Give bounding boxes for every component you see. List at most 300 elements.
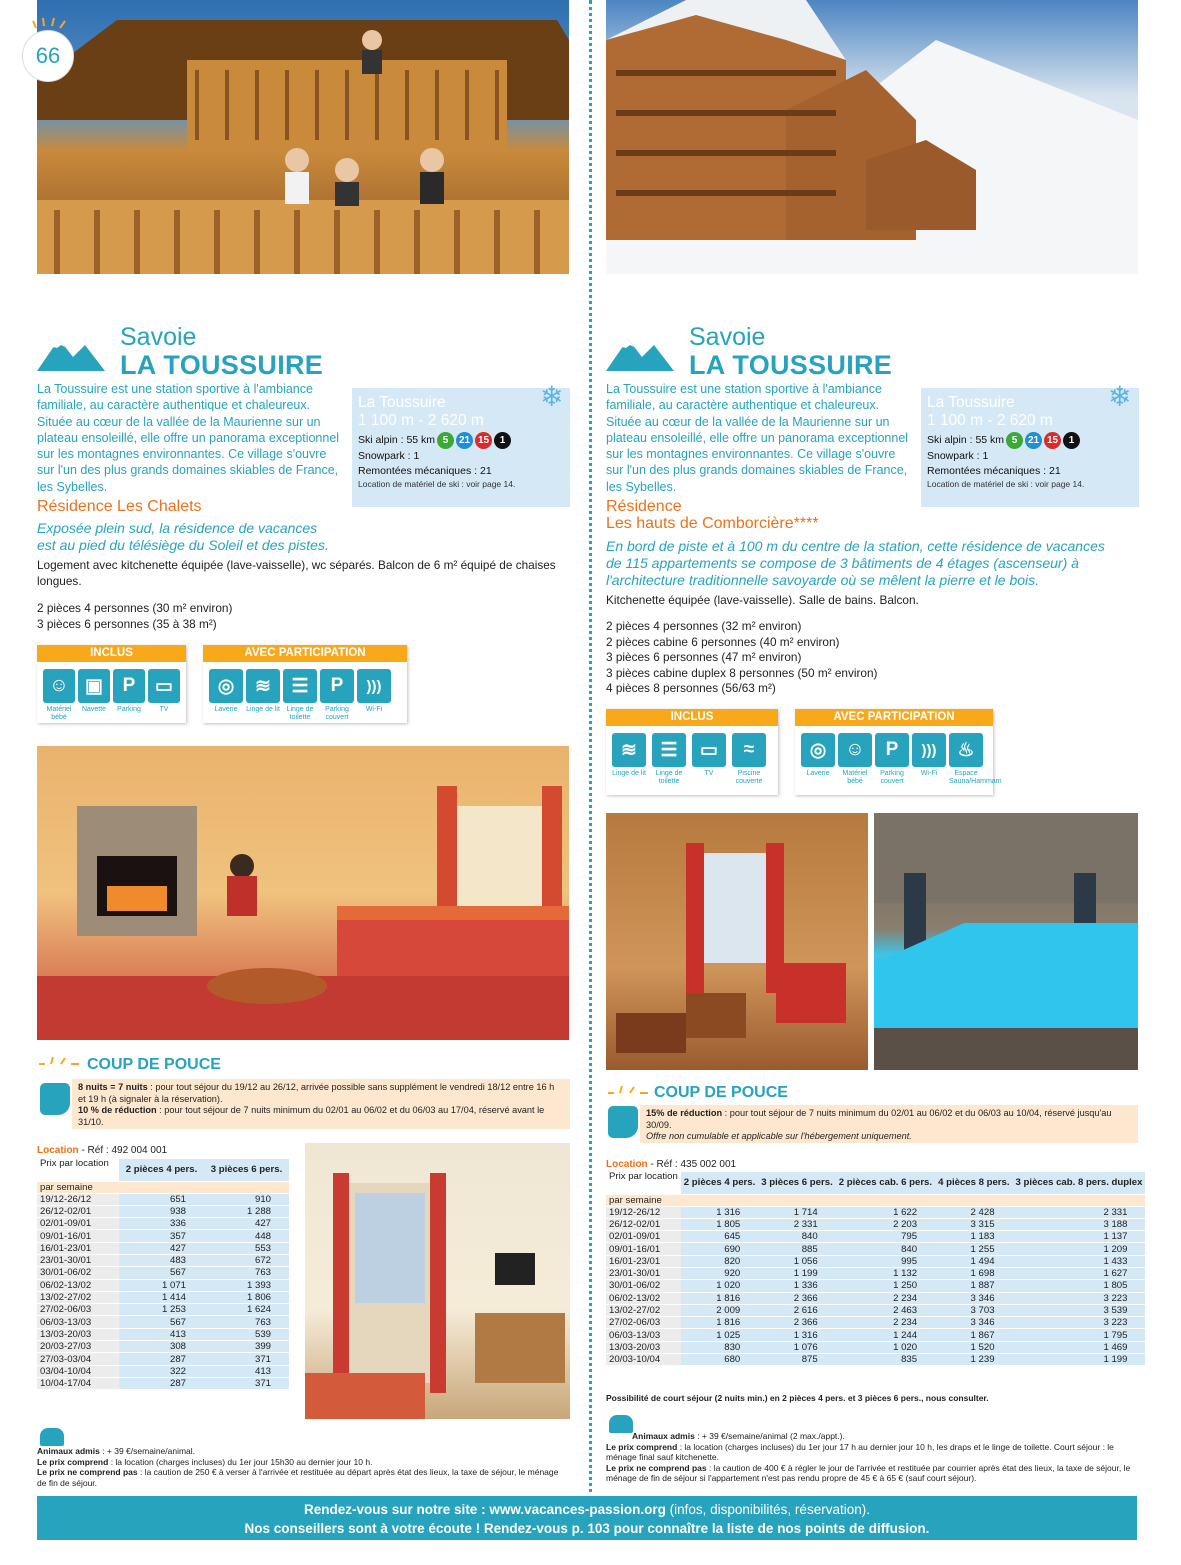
location-ref [606,1159,736,1170]
price-cell: 1 137 [1013,1231,1146,1243]
table-row [606,1243,1145,1255]
pets-text: : + 39 €/semaine/animal (2 max./appt.). [694,1431,845,1441]
column-header: 2 pièces 4 pers. [119,1159,204,1181]
price-cell: 1 393 [204,1279,289,1291]
ski-alpin: Ski alpin : 55 km [927,434,1005,446]
price-cell: 2 331 [1013,1206,1146,1218]
avec-title: AVEC PARTICIPATION [795,709,993,726]
unit-line: 2 pièces cabine 6 personnes (40 m² environ) [606,634,840,649]
short-stay-note: Possibilité de court séjour (2 nuits min.) en 2 pièces 4 pers. et 3 pièces 6 pers., nous consulter. [606,1393,989,1403]
amenity-label: TV [159,706,169,713]
date-cell: 13/02-27/02 [606,1304,681,1316]
price-cell: 3 703 [935,1304,1012,1316]
station-name: La Toussuire [927,394,1015,411]
excludes-text: : la caution de 250 € à verser à l'arrivée et restituée au départ après état des lieux, la taxe de séjour, le ménage de fin de séjour. [37,1467,559,1488]
price-cell: 483 [119,1254,204,1266]
price-cell: 2 009 [681,1304,758,1316]
price-cell: 1 132 [836,1267,935,1279]
sauna-icon: ♨ [949,733,983,767]
towel-icon: ☰ [283,669,317,703]
residence-tagline: Exposée plein sud, la résidence de vacances est au pied du télésiège du Soleil et des pistes. [37,520,329,553]
green-piste-count: 5 [437,432,454,449]
column-divider [589,0,592,1500]
laundry-icon: ◎ [801,733,835,767]
residence-exterior-photo [606,0,1138,274]
tv-icon: ▭ [148,669,180,703]
price-cell: 1 816 [681,1317,758,1329]
pets-text: : + 39 €/semaine/animal. [99,1446,196,1456]
price-cell: 371 [204,1353,289,1365]
date-cell: 19/12-26/12 [37,1193,119,1205]
table-row [37,1254,289,1266]
price-cell: 995 [836,1255,935,1267]
ski-alpin: Ski alpin : 55 km [358,434,436,446]
price-cell: 3 188 [1013,1218,1146,1230]
table-row [37,1291,289,1303]
price-cell: 1 253 [119,1304,204,1316]
amenity-label: Linge de toilette [655,770,683,785]
date-cell: 13/02-27/02 [37,1291,119,1303]
table-row [37,1230,289,1242]
red-piste-count: 15 [475,432,492,449]
price-cell: 1 494 [935,1255,1012,1267]
offer-bold: 15% de réduction [646,1108,723,1118]
station-name: La Toussuire [358,394,446,411]
price-cell: 448 [204,1230,289,1242]
residence-name: Résidence Les Chalets [37,498,202,515]
price-cell: 427 [204,1218,289,1230]
price-cell: 308 [119,1341,204,1353]
price-cell: 336 [119,1218,204,1230]
price-cell: 371 [204,1377,289,1389]
price-cell: 2 463 [836,1304,935,1316]
snowpark: Snowpark : 1 [358,450,420,462]
price-cell: 840 [758,1231,835,1243]
towel-icon: ☰ [652,733,686,767]
includes-text: : la location (charges incluses) du 1er jour 17 h au dernier jour 10 h, les draps et le linge de toilette. Court séjour : le ménage final sauf kitchenette. [606,1441,1114,1462]
date-cell: 30/01-06/02 [606,1280,681,1292]
price-cell: 1 627 [1013,1267,1146,1279]
date-cell: 06/03-13/03 [606,1329,681,1341]
avec-participation-box [203,645,407,723]
covered-parking-icon: P [320,669,354,703]
date-cell: 19/12-26/12 [606,1206,681,1218]
price-cell: 1 433 [1013,1255,1146,1267]
date-cell: 06/02-13/02 [606,1292,681,1304]
price-cell: 427 [119,1242,204,1254]
includes-text: : la location (charges incluses) du 1er jour 15h30 au dernier jour 10 h. [108,1456,373,1467]
thumbs-up-icon [608,1106,638,1138]
baby-icon: ☺ [43,669,75,703]
residence-label: Résidence [606,498,682,515]
price-cell: 763 [204,1316,289,1328]
price-cell: 1 288 [204,1205,289,1217]
amenity-label: Parking couvert [325,706,349,721]
bed-linen-icon: ≋ [612,733,646,767]
price-cell: 1 867 [935,1329,1012,1341]
offer-bold: 10 % de réduction [78,1105,157,1115]
date-cell: 20/03-10/04 [606,1354,681,1366]
price-cell: 1 887 [935,1280,1012,1292]
unit-line: 3 pièces 6 personnes (35 à 38 m²) [37,616,217,631]
price-cell: 840 [836,1243,935,1255]
unit-line: 2 pièces 4 personnes (30 m² environ) [37,601,233,615]
price-cell: 1 250 [836,1280,935,1292]
black-piste-count: 1 [494,432,511,449]
price-cell: 539 [204,1328,289,1340]
price-cell: 1 805 [681,1218,758,1230]
avec-title: AVEC PARTICIPATION [203,645,407,662]
coup-de-pouce-box [640,1105,1138,1143]
blue-piste-count: 21 [1025,432,1042,449]
price-cell: 567 [119,1267,204,1279]
price-cell: 287 [119,1353,204,1365]
black-piste-count: 1 [1063,432,1080,449]
residence-tagline: En bord de piste et à 100 m du centre de la station, cette résidence de vacances de 115 appartements se compose de 3 bâtiments de 4 étages (ascenseur) à l'architecture traditionnelle savoyarde où se mêlent la pierre et le bois. [606,538,1105,588]
amenity-label: Piscine couverte [735,770,763,785]
amenity-label: Laverie [806,770,830,777]
amenity-label: Matériel bébé [46,706,72,721]
date-cell: 26/12-02/01 [37,1205,119,1217]
amenity-label: Laverie [214,706,238,713]
table-row [606,1304,1145,1316]
tv-icon: ▭ [692,733,726,767]
table-row [606,1354,1145,1366]
table-corner: Prix par location [37,1159,119,1181]
date-cell: 26/12-02/01 [606,1218,681,1230]
date-cell: 09/01-16/01 [37,1230,119,1242]
date-cell: 16/01-23/01 [606,1255,681,1267]
table-row [606,1341,1145,1353]
price-cell: 1 255 [935,1243,1012,1255]
excludes-label: Le prix ne comprend pas [37,1467,138,1477]
avec-participation-box [795,709,1002,795]
period-label: par semaine [37,1181,289,1193]
price-cell: 287 [119,1377,204,1389]
chalet-balcony-photo [37,0,569,274]
includes-label: Le prix comprend [606,1441,678,1452]
price-cell: 2 331 [758,1218,835,1230]
price-cell: 1 076 [758,1341,835,1353]
offer-text: : pour tout séjour de 7 nuits minimum du 02/01 au 06/02 et du 06/03 au 17/04, réservé avant le 31/10. [78,1105,545,1127]
price-cell: 413 [204,1365,289,1377]
sun-rays-icon [606,1083,650,1097]
station-altitude: 1 100 m - 2 620 m [927,412,1053,429]
date-cell: 27/02-06/03 [37,1304,119,1316]
location-label: Location [37,1145,79,1156]
unit-line: 3 pièces cabine duplex 8 personnes (50 m² environ) [606,665,878,680]
offer-text: : pour tout séjour de 7 nuits minimum du 02/01 au 06/02 et du 06/03 au 10/04, réservé jusqu'au 30/09. [646,1108,1112,1130]
table-row [606,1267,1145,1279]
remontees: Remontées mécaniques : 21 [358,465,492,477]
indoor-pool-photo [874,813,1138,1070]
price-cell: 357 [119,1230,204,1242]
station-info-box [352,388,570,507]
amenity-label: Matériel bébé [842,770,868,785]
offer-bold: 8 nuits = 7 nuits [78,1082,148,1092]
price-cell: 680 [681,1354,758,1366]
table-row [37,1218,289,1230]
station-info-box [921,388,1139,507]
table-row [37,1341,289,1353]
unit-line: 4 pièces 8 personnes (56/63 m²) [606,681,776,695]
price-cell: 3 539 [1013,1304,1146,1316]
price-cell: 1 020 [836,1341,935,1353]
amenity-label: Linge de lit [246,706,280,713]
price-cell: 2 428 [935,1206,1012,1218]
residence-title: Les hauts de Comborcière**** [606,515,819,532]
green-piste-count: 5 [1006,432,1023,449]
column-header: 3 pièces cab. 8 pers. duplex [1013,1172,1146,1194]
date-cell: 03/04-10/04 [37,1365,119,1377]
table-row [37,1279,289,1291]
amenity-label: Linge de toilette [286,706,314,721]
date-cell: 23/01-30/01 [606,1267,681,1279]
price-cell: 322 [119,1365,204,1377]
date-cell: 10/04-17/04 [37,1377,119,1389]
price-cell: 3 223 [1013,1292,1146,1304]
price-cell: 1 244 [836,1329,935,1341]
price-cell: 910 [204,1193,289,1205]
date-cell: 20/03-27/03 [37,1341,119,1353]
amenity-label: Wi-Fi [365,706,383,713]
column-header: 4 pièces 8 pers. [935,1172,1012,1194]
table-row [606,1317,1145,1329]
date-cell: 30/01-06/02 [37,1267,119,1279]
inclus-title: INCLUS [37,645,186,662]
price-cell: 1 209 [1013,1243,1146,1255]
table-row [37,1267,289,1279]
pet-icon [40,1428,64,1446]
page-number: 66 [22,30,74,82]
price-cell: 763 [204,1267,289,1279]
table-row [606,1218,1145,1230]
amenity-label: Linge de lit [612,770,646,777]
mountain-logo-icon [37,331,105,371]
excludes-label: Le prix ne comprend pas [606,1462,707,1473]
date-cell: 13/03-20/03 [606,1341,681,1353]
reference: - Réf : 492 004 001 [78,1145,168,1156]
price-cell: 1 056 [758,1255,835,1267]
blue-piste-count: 21 [456,432,473,449]
thumbs-up-icon [40,1083,70,1115]
offer-text: : pour tout séjour du 19/12 au 26/12, arrivée possible sans supplément le vendredi 18/12 entre 16 h et 19 h (à signaler à la réservation). [78,1082,555,1104]
amenity-label: Parking couvert [880,770,904,785]
price-cell: 399 [204,1341,289,1353]
station-title: LA TOUSSUIRE [689,350,893,380]
station-title: LA TOUSSUIRE [120,350,324,380]
region-title: Savoie [689,323,766,351]
table-row [37,1242,289,1254]
price-cell: 2 203 [836,1218,935,1230]
table-row [37,1193,289,1205]
pets-label: Animaux admis [37,1446,100,1456]
date-cell: 02/01-09/01 [606,1231,681,1243]
price-cell: 1 795 [1013,1329,1146,1341]
table-row [37,1205,289,1217]
amenity-label: TV [704,770,714,777]
mountain-logo-icon [606,331,674,371]
price-cell: 1 183 [935,1231,1012,1243]
table-row [37,1365,289,1377]
location-label: Location [606,1159,648,1170]
living-room-photo [37,746,569,1040]
period-label: par semaine [606,1194,1145,1206]
bed-linen-icon: ≋ [246,669,280,703]
inclus-title: INCLUS [606,709,778,726]
table-row [606,1292,1145,1304]
date-cell: 06/03-13/03 [37,1316,119,1328]
price-cell: 645 [681,1231,758,1243]
amenity-label: Wi-Fi [920,770,938,777]
snowpark: Snowpark : 1 [927,450,989,462]
pool-icon: ≈ [732,733,766,767]
ski-rental-note: Location de matériel de ski : voir page 14. [358,479,516,489]
column-header: 2 pièces cab. 6 pers. [836,1172,935,1194]
coup-de-pouce-box [72,1079,570,1129]
table-row [606,1231,1145,1243]
price-cell: 1 025 [681,1329,758,1341]
price-cell: 795 [836,1231,935,1243]
table-row [37,1377,289,1389]
price-table [37,1159,289,1390]
price-notes [37,1446,570,1488]
price-cell: 830 [681,1341,758,1353]
price-cell: 1 071 [119,1279,204,1291]
station-intro: La Toussuire est une station sportive à l'ambiance familiale, au caractère authentique et chaleureux. Située au cœur de la vallée de la Maurienne sur un plateau ensoleillé, elle offre un panorama exceptionnel sur les montagnes environnantes. Ce village s'ouvre sur l'un des plus grands domaines skiables de France, les Sybelles. [37,382,340,494]
price-cell: 1 316 [681,1206,758,1218]
price-cell: 885 [758,1243,835,1255]
sun-rays-icon [32,16,68,30]
price-cell: 1 698 [935,1267,1012,1279]
date-cell: 27/02-06/03 [606,1317,681,1329]
red-piste-count: 15 [1044,432,1061,449]
laundry-icon: ◎ [209,669,243,703]
date-cell: 16/01-23/01 [37,1242,119,1254]
price-cell: 1 714 [758,1206,835,1218]
date-cell: 27/03-03/04 [37,1353,119,1365]
location-ref [37,1145,167,1156]
baby-icon: ☺ [838,733,872,767]
footer-contact: Nos conseillers sont à votre écoute ! Rendez-vous p. 103 pour connaître la liste de nos points de diffusion. [244,1521,930,1536]
residence-description: Kitchenette équipée (lave-vaisselle). Salle de bains. Balcon. [606,593,919,607]
price-cell: 413 [119,1328,204,1340]
bus-icon: ▣ [78,669,110,703]
unit-line: 2 pièces 4 personnes (32 m² environ) [606,619,802,633]
includes-label: Le prix comprend [37,1456,109,1467]
snowflake-icon: ❄ [540,381,564,412]
price-cell: 2 616 [758,1304,835,1316]
apartment-photo [305,1143,570,1419]
price-cell: 1 414 [119,1291,204,1303]
table-row [606,1206,1145,1218]
excludes-text: : la caution de 400 € à régler le jour de l'arrivée et restituée par courrier après état des lieux, la taxe de séjour, le ménage de fin de séjour si l'appartement n'est pas rendu propre de 45 € à 65 € (sauf court séjour). [606,1462,1131,1483]
price-cell: 920 [681,1267,758,1279]
residence-description: Logement avec kitchenette équipée (lave-vaisselle), wc séparés. Balcon de 6 m² équipé de chaises longues. [37,558,556,588]
station-altitude: 1 100 m - 2 620 m [358,412,484,429]
footer-website[interactable]: Rendez-vous sur notre site : www.vacances-passion.org [304,1502,666,1517]
price-cell: 1 239 [935,1354,1012,1366]
price-cell: 567 [119,1316,204,1328]
station-intro: La Toussuire est une station sportive à l'ambiance familiale, au caractère authentique et chaleureux. Située au cœur de la vallée de la Maurienne sur un plateau ensoleillé, elle offre un panorama exceptionnel sur les montagnes environnantes. Ce village s'ouvre sur l'un des plus grands domaines skiables de France, les Sybelles. [606,382,909,494]
inclus-box [606,709,778,795]
price-cell: 690 [681,1243,758,1255]
coup-de-pouce-title: COUP DE POUCE [87,1056,221,1073]
amenity-label: Espace Sauna/Hammam [949,770,1002,785]
price-cell: 1 020 [681,1280,758,1292]
table-row [606,1280,1145,1292]
price-cell: 1 624 [204,1304,289,1316]
table-row [37,1304,289,1316]
covered-parking-icon: P [875,733,909,767]
inclus-box [37,645,186,723]
table-row [37,1353,289,1365]
column-header: 3 pièces 6 pers. [758,1172,835,1194]
column-header: 2 pièces 4 pers. [681,1172,758,1194]
price-cell: 3 223 [1013,1317,1146,1329]
price-cell: 1 199 [1013,1354,1146,1366]
price-cell: 3 346 [935,1317,1012,1329]
remontees: Remontées mécaniques : 21 [927,465,1061,477]
price-cell: 1 469 [1013,1341,1146,1353]
price-cell: 820 [681,1255,758,1267]
date-cell: 13/03-20/03 [37,1328,119,1340]
price-cell: 1 805 [1013,1280,1146,1292]
unit-line: 3 pièces 6 personnes (47 m² environ) [606,650,802,664]
table-row [606,1255,1145,1267]
price-cell: 1 316 [758,1329,835,1341]
price-cell: 938 [119,1205,204,1217]
price-cell: 553 [204,1242,289,1254]
wifi-icon: ))) [912,733,946,767]
region-title: Savoie [120,323,197,351]
price-cell: 3 315 [935,1218,1012,1230]
parking-icon: P [113,669,145,703]
price-cell: 875 [758,1354,835,1366]
date-cell: 09/01-16/01 [606,1243,681,1255]
price-notes [606,1431,1139,1484]
price-cell: 835 [836,1354,935,1366]
date-cell: 06/02-13/02 [37,1279,119,1291]
wifi-icon: ))) [357,669,391,703]
price-cell: 1 806 [204,1291,289,1303]
pets-label: Animaux admis [632,1431,695,1441]
price-table [606,1172,1145,1366]
sun-rays-icon [37,1054,81,1068]
price-cell: 2 366 [758,1292,835,1304]
table-row [37,1328,289,1340]
coup-de-pouce-title: COUP DE POUCE [654,1084,788,1101]
table-row [606,1329,1145,1341]
offer-note: Offre non cumulable et applicable sur l'hébergement uniquement. [646,1131,912,1141]
amenity-label: Navette [81,706,107,713]
price-cell: 3 346 [935,1292,1012,1304]
price-cell: 651 [119,1193,204,1205]
price-cell: 2 234 [836,1317,935,1329]
table-corner: Prix par location [606,1172,681,1194]
footer-banner [37,1496,1137,1540]
table-row [37,1316,289,1328]
snowflake-icon: ❄ [1108,381,1132,412]
residence-name [606,498,819,532]
ski-rental-note: Location de matériel de ski : voir page 14. [927,479,1085,489]
lounge-photo [606,813,868,1070]
footer-website-note: (infos, disponibilités, réservation). [665,1502,870,1517]
date-cell: 02/01-09/01 [37,1218,119,1230]
price-cell: 1 816 [681,1292,758,1304]
reference: - Réf : 435 002 001 [647,1159,737,1170]
price-cell: 1 622 [836,1206,935,1218]
